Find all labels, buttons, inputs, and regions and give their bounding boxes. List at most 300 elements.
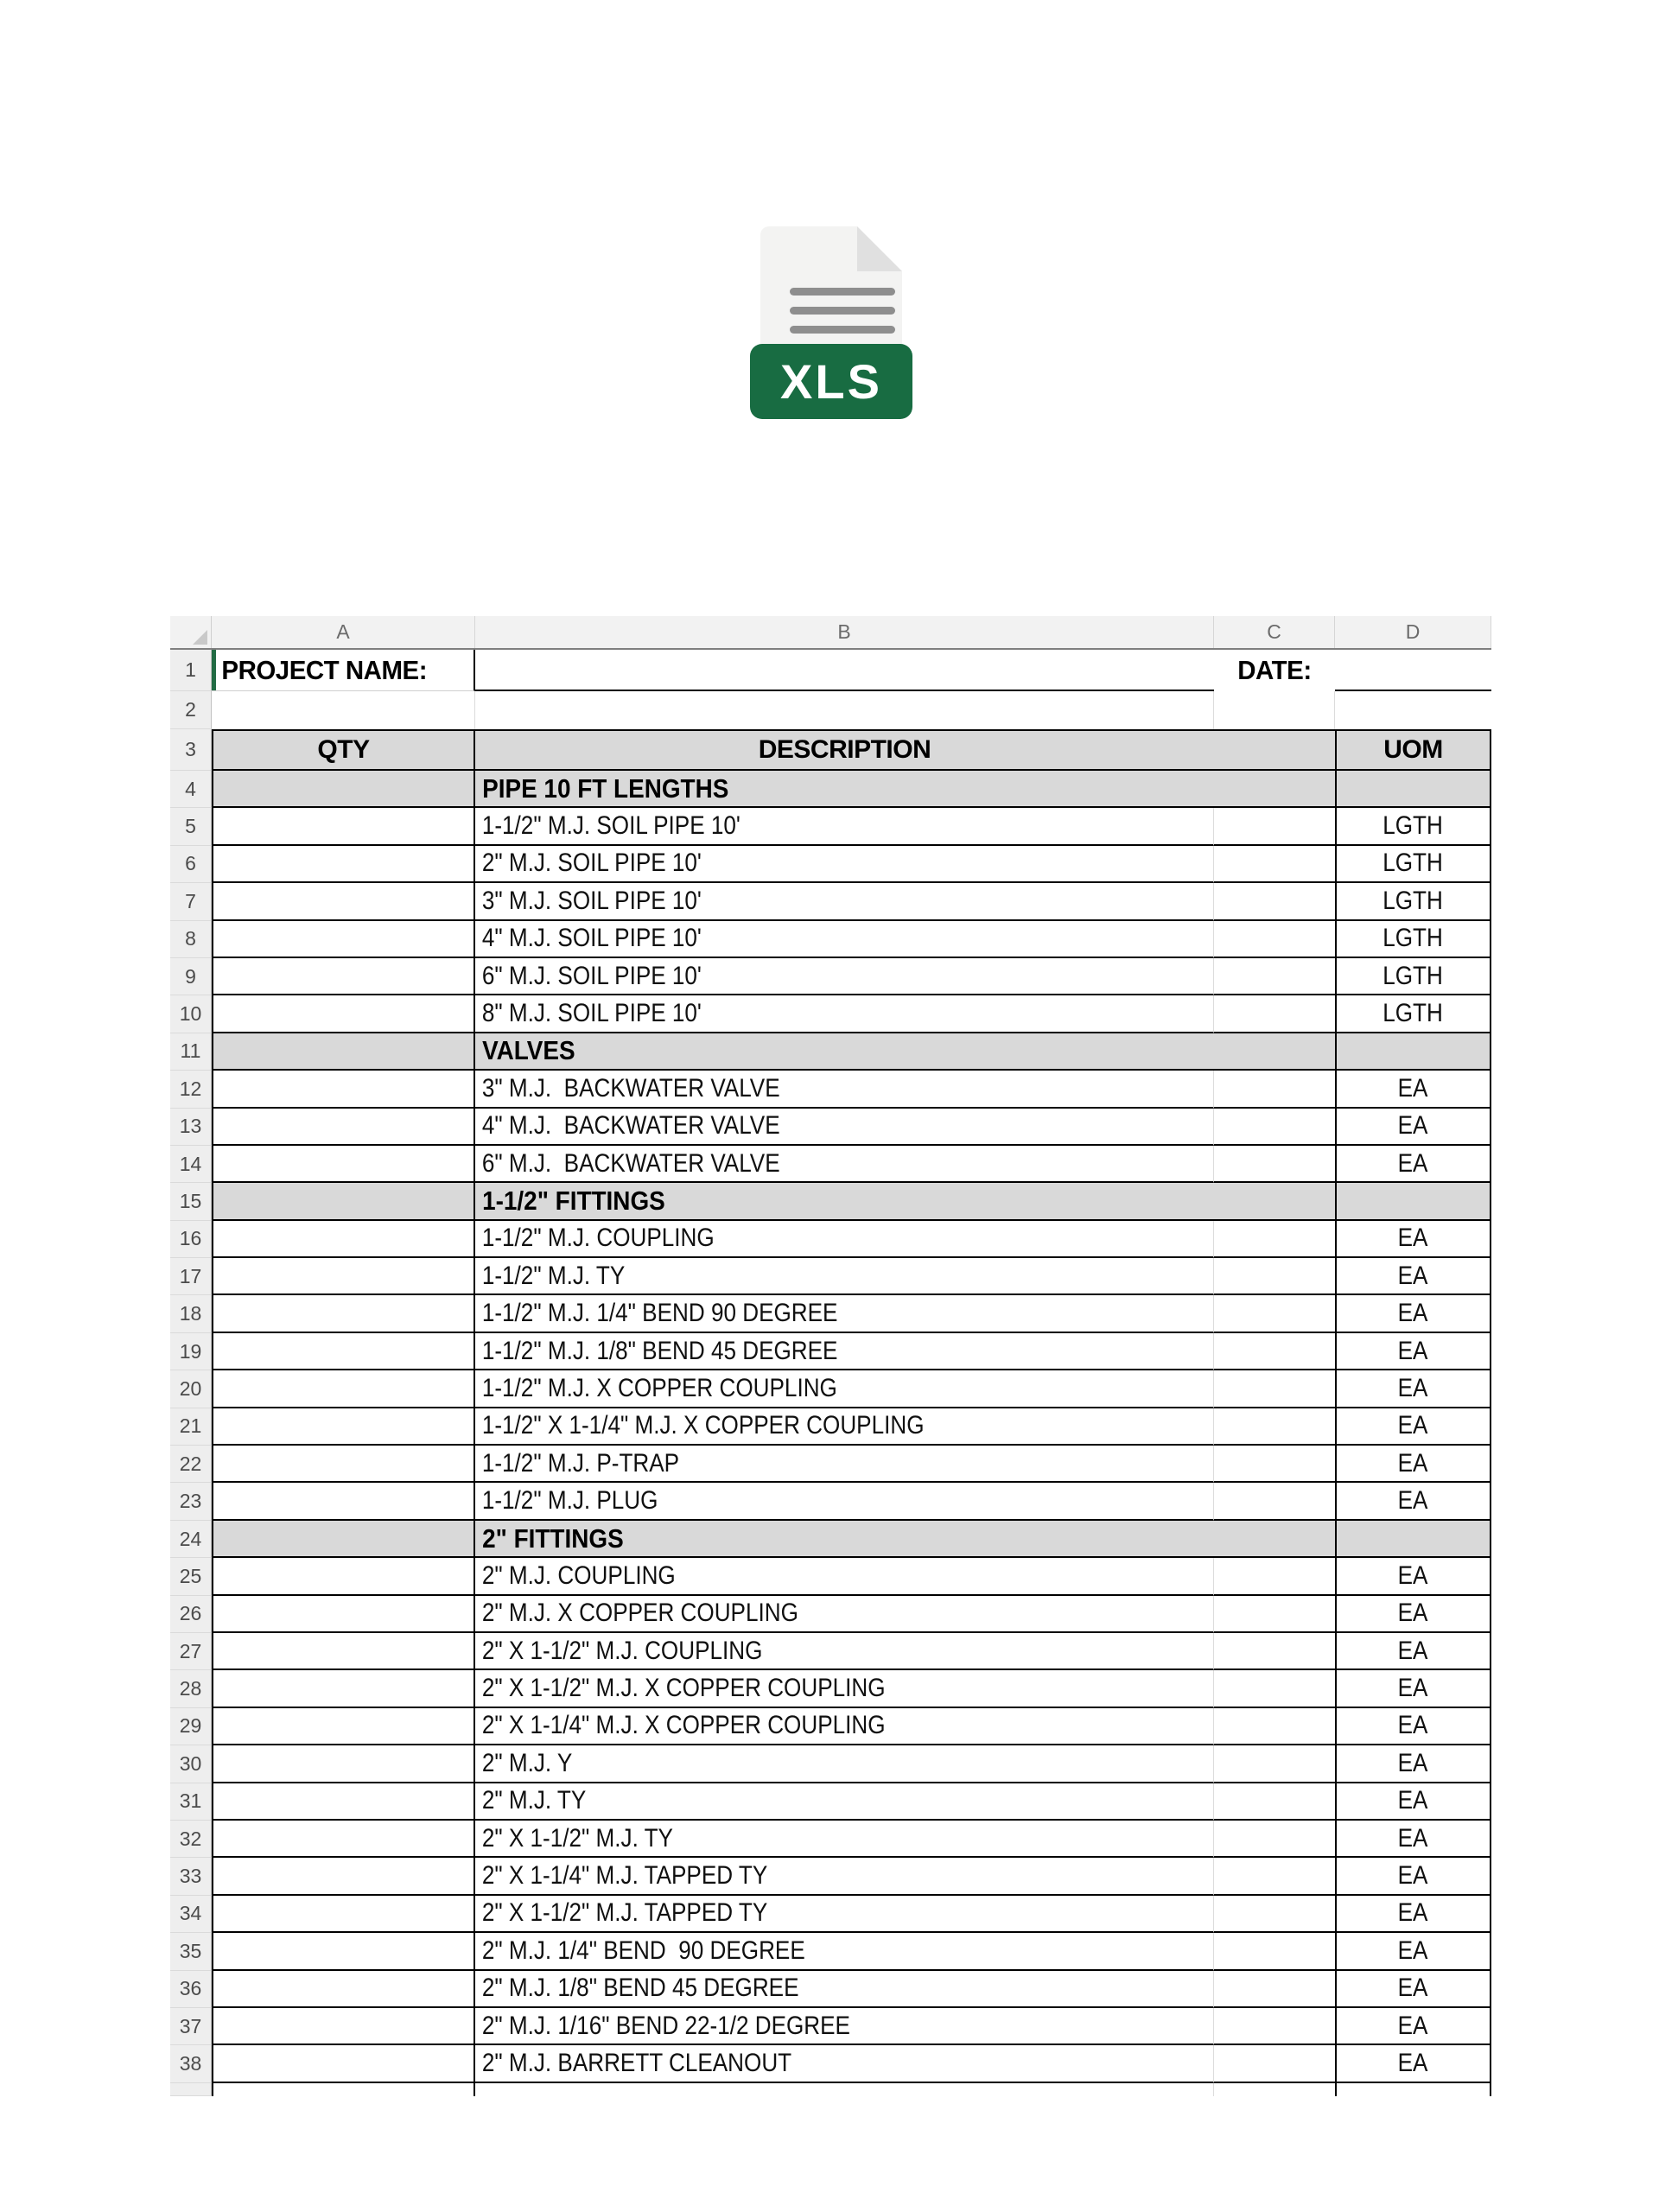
qty-cell-11[interactable] <box>212 1033 475 1071</box>
row-header-15[interactable]: 15 <box>170 1183 212 1220</box>
description-cell-16[interactable] <box>475 1221 1214 1258</box>
sheet-row-25 <box>170 1558 1491 1595</box>
cell-C10[interactable] <box>1214 995 1335 1033</box>
uom-cell-28[interactable] <box>1335 1670 1491 1707</box>
description-cell-14-text: 6" M.J. BACKWATER VALVE <box>481 1148 780 1178</box>
uom-cell-33[interactable] <box>1335 1858 1491 1895</box>
section-header-cell-4-text: PIPE 10 FT LENGTHS <box>482 772 729 804</box>
uom-cell-34-text: EA <box>1398 1898 1428 1928</box>
cell-C36[interactable] <box>1214 1971 1335 2008</box>
header-filler-cell[interactable] <box>1214 729 1335 771</box>
cell-C21[interactable] <box>1214 1408 1335 1446</box>
select-all-corner[interactable] <box>170 616 212 648</box>
section-header-cell-15-text: 1-1/2" FITTINGS <box>482 1185 665 1216</box>
section-header-cell-11-text: VALVES <box>482 1035 575 1066</box>
sheet-row-28 <box>170 1670 1491 1707</box>
row-header-25[interactable]: 25 <box>170 1558 212 1595</box>
row-header-1[interactable]: 1 <box>170 650 212 691</box>
cell-C25[interactable] <box>1214 1558 1335 1595</box>
cell-C9[interactable] <box>1214 958 1335 995</box>
section-header-cell-11[interactable] <box>475 1033 1214 1071</box>
uom-cell-29[interactable] <box>1335 1708 1491 1745</box>
uom-cell-5-text: LGTH <box>1382 811 1444 841</box>
sheet-row-22 <box>170 1446 1491 1483</box>
description-cell-36[interactable] <box>475 1971 1214 2008</box>
cell-C33[interactable] <box>1214 1858 1335 1895</box>
sheet-row-9 <box>170 958 1491 995</box>
description-cell-32[interactable] <box>475 1821 1214 1858</box>
uom-cell-35-text: EA <box>1398 1936 1428 1965</box>
cell-C6[interactable] <box>1214 846 1335 883</box>
text-line-icon <box>790 307 895 315</box>
sheet-row-1 <box>170 650 1491 691</box>
row-header-3[interactable]: 3 <box>170 729 212 771</box>
uom-cell-21-text: EA <box>1398 1411 1428 1440</box>
row-header-26[interactable]: 26 <box>170 1596 212 1633</box>
sheet-row-20 <box>170 1370 1491 1408</box>
uom-cell-12[interactable] <box>1335 1071 1491 1108</box>
uom-cell-15[interactable] <box>1335 1183 1491 1220</box>
sheet-row-38 <box>170 2045 1491 2082</box>
description-cell-20-text: 1-1/2" M.J. X COPPER COUPLING <box>481 1373 837 1402</box>
uom-cell-32[interactable] <box>1335 1821 1491 1858</box>
qty-cell-8[interactable] <box>212 921 475 958</box>
column-header-C[interactable]: C <box>1214 616 1335 648</box>
row-header-2[interactable]: 2 <box>170 691 212 729</box>
cell-C30[interactable] <box>1214 1745 1335 1783</box>
description-cell-33-text: 2" X 1-1/4" M.J. TAPPED TY <box>481 1861 768 1891</box>
row-header-21[interactable]: 21 <box>170 1408 212 1446</box>
cell-C34[interactable] <box>1214 1896 1335 1933</box>
uom-cell-27[interactable] <box>1335 1633 1491 1670</box>
qty-cell-30[interactable] <box>212 1745 475 1783</box>
description-cell-35[interactable] <box>475 1933 1214 1970</box>
qty-cell-37[interactable] <box>212 2008 475 2045</box>
section-header-cell-15[interactable] <box>475 1183 1214 1220</box>
sheet-row-27 <box>170 1633 1491 1670</box>
xls-file-icon <box>748 221 914 422</box>
uom-cell-30[interactable] <box>1335 1745 1491 1783</box>
column-header-D[interactable]: D <box>1335 616 1491 648</box>
description-cell-clipped <box>475 2083 1214 2096</box>
cell-C38[interactable] <box>1214 2045 1335 2082</box>
uom-cell-14-text: EA <box>1398 1148 1428 1178</box>
description-cell-20[interactable] <box>475 1370 1214 1408</box>
description-cell-14[interactable] <box>475 1146 1214 1183</box>
description-cell-18-text: 1-1/2" M.J. 1/4" BEND 90 DEGREE <box>481 1299 838 1328</box>
row-header-20[interactable]: 20 <box>170 1370 212 1408</box>
description-column-header-text: DESCRIPTION <box>758 735 931 764</box>
sheet-row-21 <box>170 1408 1491 1446</box>
uom-cell-36-text: EA <box>1398 1974 1428 2003</box>
description-cell-29-text: 2" X 1-1/4" M.J. X COPPER COUPLING <box>481 1711 886 1740</box>
sheet-row-37 <box>170 2008 1491 2045</box>
uom-cell-10-text: LGTH <box>1382 999 1444 1028</box>
uom-cell-28-text: EA <box>1398 1674 1428 1703</box>
row-header-33[interactable]: 33 <box>170 1858 212 1895</box>
description-cell-28[interactable] <box>475 1670 1214 1707</box>
description-cell-8[interactable] <box>475 921 1214 958</box>
description-cell-27-text: 2" X 1-1/2" M.J. COUPLING <box>481 1636 763 1665</box>
row-header-38[interactable]: 38 <box>170 2045 212 2082</box>
description-cell-19[interactable] <box>475 1333 1214 1370</box>
qty-cell-28[interactable] <box>212 1670 475 1707</box>
description-cell-30[interactable] <box>475 1745 1214 1783</box>
spreadsheet <box>170 616 1491 2096</box>
qty-cell-38[interactable] <box>212 2045 475 2082</box>
sheet-row-8 <box>170 921 1491 958</box>
sheet-row-34 <box>170 1896 1491 1933</box>
description-cell-34-text: 2" X 1-1/2" M.J. TAPPED TY <box>481 1898 768 1928</box>
row-header-22[interactable]: 22 <box>170 1446 212 1483</box>
uom-cell-6-text: LGTH <box>1382 849 1444 878</box>
sheet-row-3 <box>170 729 1491 771</box>
uom-cell-17-text: EA <box>1398 1261 1428 1290</box>
column-header-strip <box>170 616 1491 650</box>
uom-cell-26-text: EA <box>1398 1599 1428 1628</box>
description-cell-33[interactable] <box>475 1858 1214 1895</box>
uom-cell-clipped <box>1335 2083 1491 2096</box>
description-cell-37-text: 2" M.J. 1/16" BEND 22-1/2 DEGREE <box>481 2011 850 2040</box>
uom-cell-35[interactable] <box>1335 1933 1491 1970</box>
row-header-13[interactable]: 13 <box>170 1109 212 1146</box>
row-header-32[interactable]: 32 <box>170 1821 212 1858</box>
uom-cell-16-text: EA <box>1398 1224 1428 1253</box>
description-cell-23-text: 1-1/2" M.J. PLUG <box>481 1486 658 1516</box>
cell-C13[interactable] <box>1214 1109 1335 1146</box>
sheet-row-23 <box>170 1483 1491 1520</box>
cell-C20[interactable] <box>1214 1370 1335 1408</box>
row-header-35[interactable]: 35 <box>170 1933 212 1970</box>
uom-cell-37-text: EA <box>1398 2011 1428 2040</box>
row-header-14[interactable]: 14 <box>170 1146 212 1183</box>
row-header-18[interactable]: 18 <box>170 1295 212 1332</box>
qty-cell-6[interactable] <box>212 846 475 883</box>
uom-cell-38[interactable] <box>1335 2045 1491 2082</box>
qty-cell-21[interactable] <box>212 1408 475 1446</box>
uom-cell-4[interactable] <box>1335 771 1491 808</box>
qty-cell-22[interactable] <box>212 1446 475 1483</box>
cell-C29[interactable] <box>1214 1708 1335 1745</box>
description-cell-38-text: 2" M.J. BARRETT CLEANOUT <box>481 2048 792 2077</box>
sheet-row-33 <box>170 1858 1491 1895</box>
qty-cell-14[interactable] <box>212 1146 475 1183</box>
cell-C37[interactable] <box>1214 2008 1335 2045</box>
cell-C-clipped <box>1214 2083 1335 2096</box>
description-cell-9[interactable] <box>475 958 1214 995</box>
cell-C12[interactable] <box>1214 1071 1335 1108</box>
qty-cell-13[interactable] <box>212 1109 475 1146</box>
sheet-row-17 <box>170 1258 1491 1295</box>
project-name-cell-text: PROJECT NAME: <box>221 654 428 685</box>
description-column-header[interactable] <box>475 729 1214 771</box>
cell-C14[interactable] <box>1214 1146 1335 1183</box>
uom-cell-18-text: EA <box>1398 1299 1428 1328</box>
qty-column-header[interactable] <box>212 729 475 771</box>
cell-C17[interactable] <box>1214 1258 1335 1295</box>
description-cell-27[interactable] <box>475 1633 1214 1670</box>
qty-cell-4[interactable] <box>212 771 475 808</box>
uom-cell-37[interactable] <box>1335 2008 1491 2045</box>
qty-cell-25[interactable] <box>212 1558 475 1595</box>
column-header-B[interactable]: B <box>475 616 1214 648</box>
description-cell-13-text: 4" M.J. BACKWATER VALVE <box>481 1111 780 1141</box>
row-header-30[interactable]: 30 <box>170 1745 212 1783</box>
date-label-cell[interactable] <box>1214 650 1335 691</box>
row-header-8[interactable]: 8 <box>170 921 212 958</box>
cell-C24[interactable] <box>1214 1521 1335 1558</box>
qty-cell-9[interactable] <box>212 958 475 995</box>
description-cell-7-text: 3" M.J. SOIL PIPE 10' <box>481 886 702 915</box>
description-cell-6-text: 2" M.J. SOIL PIPE 10' <box>481 849 702 878</box>
sheet-row-5 <box>170 808 1491 845</box>
sheet-row-13 <box>170 1109 1491 1146</box>
row-header-11[interactable]: 11 <box>170 1033 212 1071</box>
uom-cell-27-text: EA <box>1398 1636 1428 1665</box>
uom-cell-23-text: EA <box>1398 1486 1428 1516</box>
description-cell-37[interactable] <box>475 2008 1214 2045</box>
uom-cell-31[interactable] <box>1335 1783 1491 1821</box>
uom-cell-24[interactable] <box>1335 1521 1491 1558</box>
sheet-row-11 <box>170 1033 1491 1071</box>
description-cell-16-text: 1-1/2" M.J. COUPLING <box>481 1224 715 1253</box>
row-header-23[interactable]: 23 <box>170 1483 212 1520</box>
sheet-row-16 <box>170 1221 1491 1258</box>
description-cell-13[interactable] <box>475 1109 1214 1146</box>
cell-C23[interactable] <box>1214 1483 1335 1520</box>
text-line-icon <box>790 288 895 296</box>
sheet-row-19 <box>170 1333 1491 1370</box>
row-header-5[interactable]: 5 <box>170 808 212 845</box>
uom-cell-33-text: EA <box>1398 1861 1428 1891</box>
qty-cell-20[interactable] <box>212 1370 475 1408</box>
project-name-input-cell[interactable] <box>475 650 1214 691</box>
column-header-A[interactable]: A <box>212 616 475 648</box>
cell-C22[interactable] <box>1214 1446 1335 1483</box>
uom-cell-20-text: EA <box>1398 1373 1428 1402</box>
uom-cell-26[interactable] <box>1335 1596 1491 1633</box>
uom-cell-8[interactable] <box>1335 921 1491 958</box>
description-cell-31-text: 2" M.J. TY <box>481 1786 587 1815</box>
row-header-10[interactable]: 10 <box>170 995 212 1033</box>
section-header-cell-4[interactable] <box>475 771 1214 808</box>
cell-C26[interactable] <box>1214 1596 1335 1633</box>
description-cell-5[interactable] <box>475 808 1214 845</box>
uom-cell-32-text: EA <box>1398 1823 1428 1853</box>
row-header-9[interactable]: 9 <box>170 958 212 995</box>
description-cell-30-text: 2" M.J. Y <box>481 1748 573 1777</box>
qty-cell-23[interactable] <box>212 1483 475 1520</box>
description-cell-38[interactable] <box>475 2045 1214 2082</box>
row-header-partial <box>170 2083 212 2096</box>
qty-cell-35[interactable] <box>212 1933 475 1970</box>
uom-cell-20[interactable] <box>1335 1370 1491 1408</box>
uom-cell-21[interactable] <box>1335 1408 1491 1446</box>
sheet-row-30 <box>170 1745 1491 1783</box>
row-header-37[interactable]: 37 <box>170 2008 212 2045</box>
description-cell-22[interactable] <box>475 1446 1214 1483</box>
description-cell-35-text: 2" M.J. 1/4" BEND 90 DEGREE <box>481 1936 805 1965</box>
cell-C4[interactable] <box>1214 771 1335 808</box>
uom-cell-19-text: EA <box>1398 1336 1428 1365</box>
uom-cell-13-text: EA <box>1398 1111 1428 1141</box>
row-header-7[interactable]: 7 <box>170 883 212 920</box>
cell-C19[interactable] <box>1214 1333 1335 1370</box>
uom-cell-5[interactable] <box>1335 808 1491 845</box>
description-cell-17[interactable] <box>475 1258 1214 1295</box>
description-cell-17-text: 1-1/2" M.J. TY <box>481 1261 626 1290</box>
sheet-row-32 <box>170 1821 1491 1858</box>
qty-cell-15[interactable] <box>212 1183 475 1220</box>
description-cell-12[interactable] <box>475 1071 1214 1108</box>
qty-cell-29[interactable] <box>212 1708 475 1745</box>
uom-cell-12-text: EA <box>1398 1073 1428 1103</box>
row-header-4[interactable]: 4 <box>170 771 212 808</box>
sheet-row-18 <box>170 1295 1491 1332</box>
qty-cell-27[interactable] <box>212 1633 475 1670</box>
sheet-row-36 <box>170 1971 1491 2008</box>
row-header-17[interactable]: 17 <box>170 1258 212 1295</box>
sheet-row-7 <box>170 883 1491 920</box>
qty-cell-7[interactable] <box>212 883 475 920</box>
uom-cell-29-text: EA <box>1398 1711 1428 1740</box>
sheet-row-15 <box>170 1183 1491 1220</box>
qty-column-header-text: QTY <box>317 735 370 764</box>
cell-C32[interactable] <box>1214 1821 1335 1858</box>
qty-cell-19[interactable] <box>212 1333 475 1370</box>
uom-cell-22-text: EA <box>1398 1448 1428 1478</box>
qty-cell-34[interactable] <box>212 1896 475 1933</box>
qty-cell-17[interactable] <box>212 1258 475 1295</box>
description-cell-29[interactable] <box>475 1708 1214 1745</box>
row-header-36[interactable]: 36 <box>170 1971 212 2008</box>
cell-C2[interactable] <box>1214 691 1335 729</box>
row-header-34[interactable]: 34 <box>170 1896 212 1933</box>
uom-cell-34[interactable] <box>1335 1896 1491 1933</box>
uom-cell-36[interactable] <box>1335 1971 1491 2008</box>
uom-cell-6[interactable] <box>1335 846 1491 883</box>
qty-cell-33[interactable] <box>212 1858 475 1895</box>
cell-C7[interactable] <box>1214 883 1335 920</box>
row-header-29[interactable]: 29 <box>170 1708 212 1745</box>
description-cell-34[interactable] <box>475 1896 1214 1933</box>
qty-cell-26[interactable] <box>212 1596 475 1633</box>
qty-cell-32[interactable] <box>212 1821 475 1858</box>
uom-cell-18[interactable] <box>1335 1295 1491 1332</box>
uom-cell-13[interactable] <box>1335 1109 1491 1146</box>
description-cell-28-text: 2" X 1-1/2" M.J. X COPPER COUPLING <box>481 1674 886 1703</box>
description-cell-25-text: 2" M.J. COUPLING <box>481 1560 676 1590</box>
cell-C11[interactable] <box>1214 1033 1335 1071</box>
qty-cell-31[interactable] <box>212 1783 475 1821</box>
row-header-31[interactable]: 31 <box>170 1783 212 1821</box>
uom-cell-30-text: EA <box>1398 1748 1428 1777</box>
section-header-cell-24[interactable] <box>475 1521 1214 1558</box>
description-cell-21-text: 1-1/2" X 1-1/4" M.J. X COPPER COUPLING <box>481 1411 925 1440</box>
cell-C28[interactable] <box>1214 1670 1335 1707</box>
uom-cell-11[interactable] <box>1335 1033 1491 1071</box>
description-cell-21[interactable] <box>475 1408 1214 1446</box>
row-header-19[interactable]: 19 <box>170 1333 212 1370</box>
uom-cell-23[interactable] <box>1335 1483 1491 1520</box>
description-cell-7[interactable] <box>475 883 1214 920</box>
cell-C31[interactable] <box>1214 1783 1335 1821</box>
uom-cell-10[interactable] <box>1335 995 1491 1033</box>
cell-C16[interactable] <box>1214 1221 1335 1258</box>
sheet-rows <box>170 650 1491 2096</box>
qty-cell-12[interactable] <box>212 1071 475 1108</box>
cell-C27[interactable] <box>1214 1633 1335 1670</box>
description-cell-5-text: 1-1/2" M.J. SOIL PIPE 10' <box>481 811 741 841</box>
select-all-triangle-icon <box>193 630 207 645</box>
description-cell-23[interactable] <box>475 1483 1214 1520</box>
row-header-6[interactable]: 6 <box>170 846 212 883</box>
description-cell-26[interactable] <box>475 1596 1214 1633</box>
uom-cell-14[interactable] <box>1335 1146 1491 1183</box>
uom-column-header-text: UOM <box>1383 735 1443 764</box>
uom-column-header[interactable] <box>1335 729 1491 771</box>
qty-cell-16[interactable] <box>212 1221 475 1258</box>
uom-cell-19[interactable] <box>1335 1333 1491 1370</box>
cell-C35[interactable] <box>1214 1933 1335 1970</box>
cell-C8[interactable] <box>1214 921 1335 958</box>
uom-cell-7[interactable] <box>1335 883 1491 920</box>
cell-C18[interactable] <box>1214 1295 1335 1332</box>
xls-badge <box>750 344 912 419</box>
description-cell-6[interactable] <box>475 846 1214 883</box>
qty-cell-5[interactable] <box>212 808 475 845</box>
uom-cell-25[interactable] <box>1335 1558 1491 1595</box>
qty-cell-18[interactable] <box>212 1295 475 1332</box>
qty-cell-36[interactable] <box>212 1971 475 2008</box>
cell-A2[interactable] <box>212 691 475 729</box>
cell-B2[interactable] <box>475 691 1214 729</box>
sheet-row-24 <box>170 1521 1491 1558</box>
date-input-cell[interactable] <box>1335 650 1491 691</box>
description-cell-19-text: 1-1/2" M.J. 1/8" BEND 45 DEGREE <box>481 1336 838 1365</box>
sheet-row-12 <box>170 1071 1491 1108</box>
date-label-cell-text: DATE: <box>1237 655 1312 685</box>
description-cell-18[interactable] <box>475 1295 1214 1332</box>
row-header-28[interactable]: 28 <box>170 1670 212 1707</box>
uom-cell-17[interactable] <box>1335 1258 1491 1295</box>
section-header-cell-24-text: 2" FITTINGS <box>482 1522 624 1554</box>
description-cell-10[interactable] <box>475 995 1214 1033</box>
uom-cell-9[interactable] <box>1335 958 1491 995</box>
sheet-row-2 <box>170 691 1491 729</box>
cell-C5[interactable] <box>1214 808 1335 845</box>
uom-cell-16[interactable] <box>1335 1221 1491 1258</box>
sheet-row-partial <box>170 2083 1491 2096</box>
qty-cell-10[interactable] <box>212 995 475 1033</box>
description-cell-31[interactable] <box>475 1783 1214 1821</box>
uom-cell-9-text: LGTH <box>1382 961 1444 990</box>
qty-cell-24[interactable] <box>212 1521 475 1558</box>
description-cell-26-text: 2" M.J. X COPPER COUPLING <box>481 1599 798 1628</box>
row-header-24[interactable]: 24 <box>170 1521 212 1558</box>
sheet-row-10 <box>170 995 1491 1033</box>
sheet-row-6 <box>170 846 1491 883</box>
description-cell-25[interactable] <box>475 1558 1214 1595</box>
row-header-12[interactable]: 12 <box>170 1071 212 1108</box>
cell-C15[interactable] <box>1214 1183 1335 1220</box>
uom-cell-22[interactable] <box>1335 1446 1491 1483</box>
row-header-16[interactable]: 16 <box>170 1221 212 1258</box>
sheet-row-14 <box>170 1146 1491 1183</box>
cell-D2[interactable] <box>1335 691 1491 729</box>
project-name-cell[interactable] <box>212 650 475 691</box>
row-header-27[interactable]: 27 <box>170 1633 212 1670</box>
